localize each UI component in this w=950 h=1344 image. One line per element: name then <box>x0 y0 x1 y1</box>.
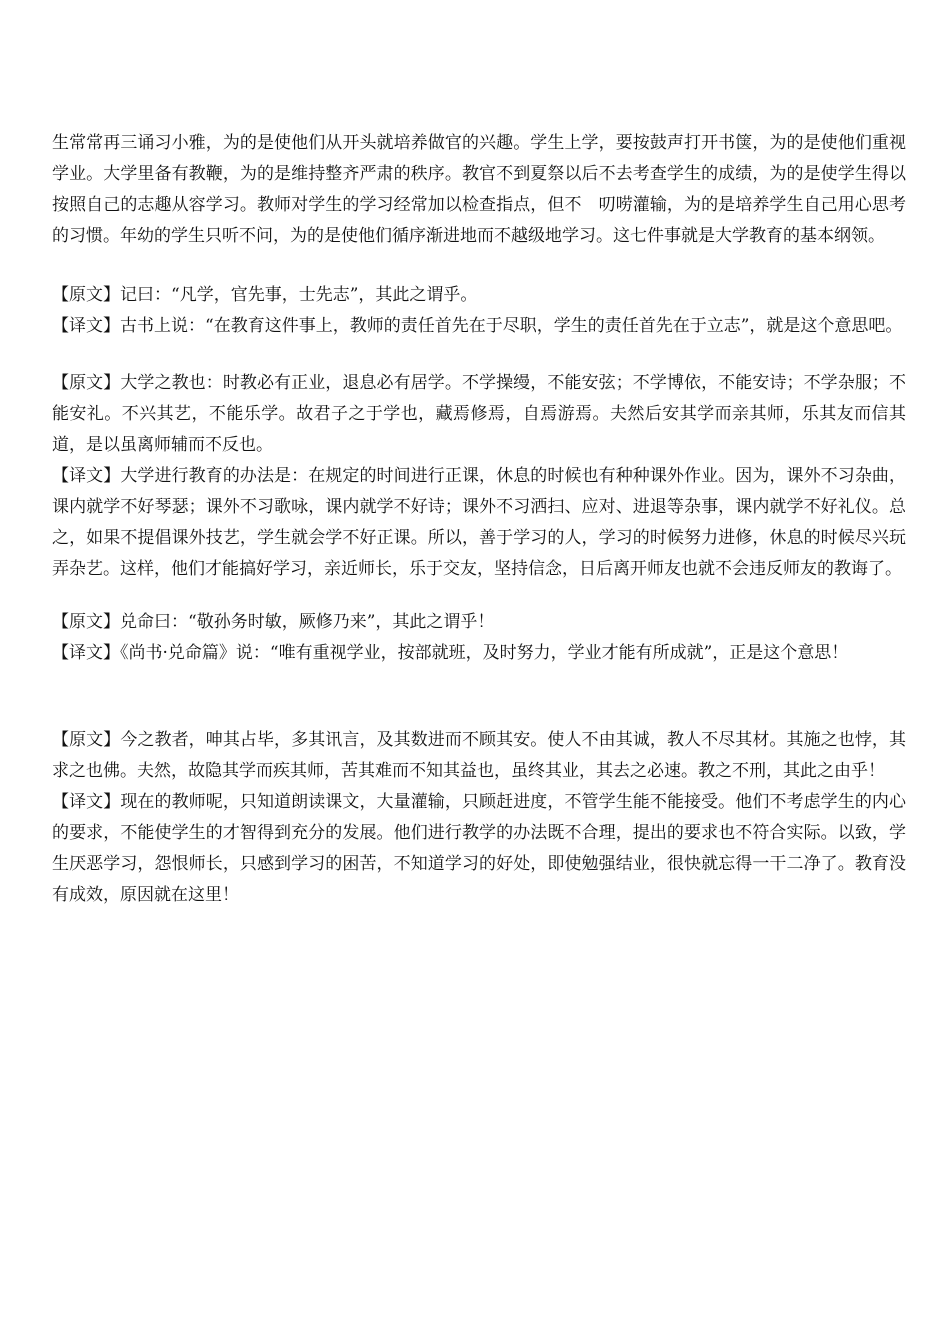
original-tag: 【原文】 <box>52 373 121 393</box>
translation-text: 古书上说：“在教育这件事上，教师的责任首先在于尽职，学生的责任首先在于立志”，就是这个意思吧。 <box>120 316 903 336</box>
section-4-original <box>52 725 906 787</box>
original-tag: 【原文】 <box>52 612 120 632</box>
translation-text: 《尚书·兑命篇》说：“唯有重视学业，按部就班，及时努力，学业才能有所成就”，正是这个意思！ <box>120 643 849 663</box>
section-2-translation <box>52 461 906 585</box>
original-tag: 【原文】 <box>52 730 121 750</box>
section-3-translation <box>52 638 906 669</box>
translation-tag: 【译文】 <box>52 316 120 336</box>
section-1-translation <box>52 311 906 342</box>
original-tag: 【原文】 <box>52 285 120 305</box>
translation-text: 大学进行教育的办法是：在规定的时间进行正课，休息的时候也有种种课外作业。因为，课外不习杂曲，课内就学不好琴瑟；课外不习歌咏，课内就学不好诗；课外不习洒扫、应对、进退等杂事，课内就学不好礼仪。总之，如果不提倡课外技艺，学生就会学不好正课。所以，善于学习的人，学习的时候努力进修，休息的时候尽兴玩弄杂艺。这样，他们才能搞好学习，亲近师长，乐于交友，坚持信念，日后离开师友也就不会违反师友的教诲了。 <box>52 466 906 579</box>
original-text: 大学之教也：时教必有正业，退息必有居学。不学操缦，不能安弦；不学博依，不能安诗；不学杂服；不能安礼。不兴其艺，不能乐学。故君子之于学也，藏焉修焉，自焉游焉。夫然后安其学而亲其师，乐其友而信其道，是以虽离师辅而不反也。 <box>52 373 906 455</box>
section-3-original <box>52 607 906 638</box>
document-page <box>52 128 906 911</box>
section-1-original <box>52 280 906 311</box>
translation-tag: 【译文】 <box>52 466 121 486</box>
section-4-translation <box>52 787 906 911</box>
original-text: 今之教者，呻其占毕，多其讯言，及其数进而不顾其安。使人不由其诚，教人不尽其材。其施之也悖，其求之也佛。夫然，故隐其学而疾其师，苦其难而不知其益也，虽终其业，其去之必速。教之不刑，其此之由乎！ <box>52 730 906 781</box>
original-text: 兑命曰：“敬孙务时敏，厥修乃来”，其此之谓乎！ <box>120 612 495 632</box>
intro-translation-paragraph <box>52 128 906 252</box>
translation-tag: 【译文】 <box>52 792 121 812</box>
intro-translation-text: 生常常再三诵习小雅，为的是使他们从开头就培养做官的兴趣。学生上学，要按鼓声打开书箧，为的是使他们重视学业。大学里备有教鞭，为的是维持整齐严肃的秩序。教官不到夏祭以后不去考查学生的成绩，为的是使学生得以按照自己的志趣从容学习。教师对学生的学习经常加以检查指点，但不 叨唠灌输，为的是培养学生自己用心思考的习惯。年幼的学生只听不问，为的是使他们循序渐进地而不越级地学习。这七件事就是大学教育的基本纲领。 <box>52 133 906 246</box>
original-text: 记曰：“凡学，官先事，士先志”，其此之谓乎。 <box>120 285 478 305</box>
translation-text: 现在的教师呢，只知道朗读课文，大量灌输，只顾赶进度，不管学生能不能接受。他们不考虑学生的内心的要求，不能使学生的才智得到充分的发展。他们进行教学的办法既不合理，提出的要求也不符合实际。以致，学生厌恶学习，怨恨师长，只感到学习的困苦，不知道学习的好处，即使勉强结业，很快就忘得一干二净了。教育没有成效，原因就在这里！ <box>52 792 906 905</box>
translation-tag: 【译文】 <box>52 643 120 663</box>
section-2-original <box>52 368 906 461</box>
